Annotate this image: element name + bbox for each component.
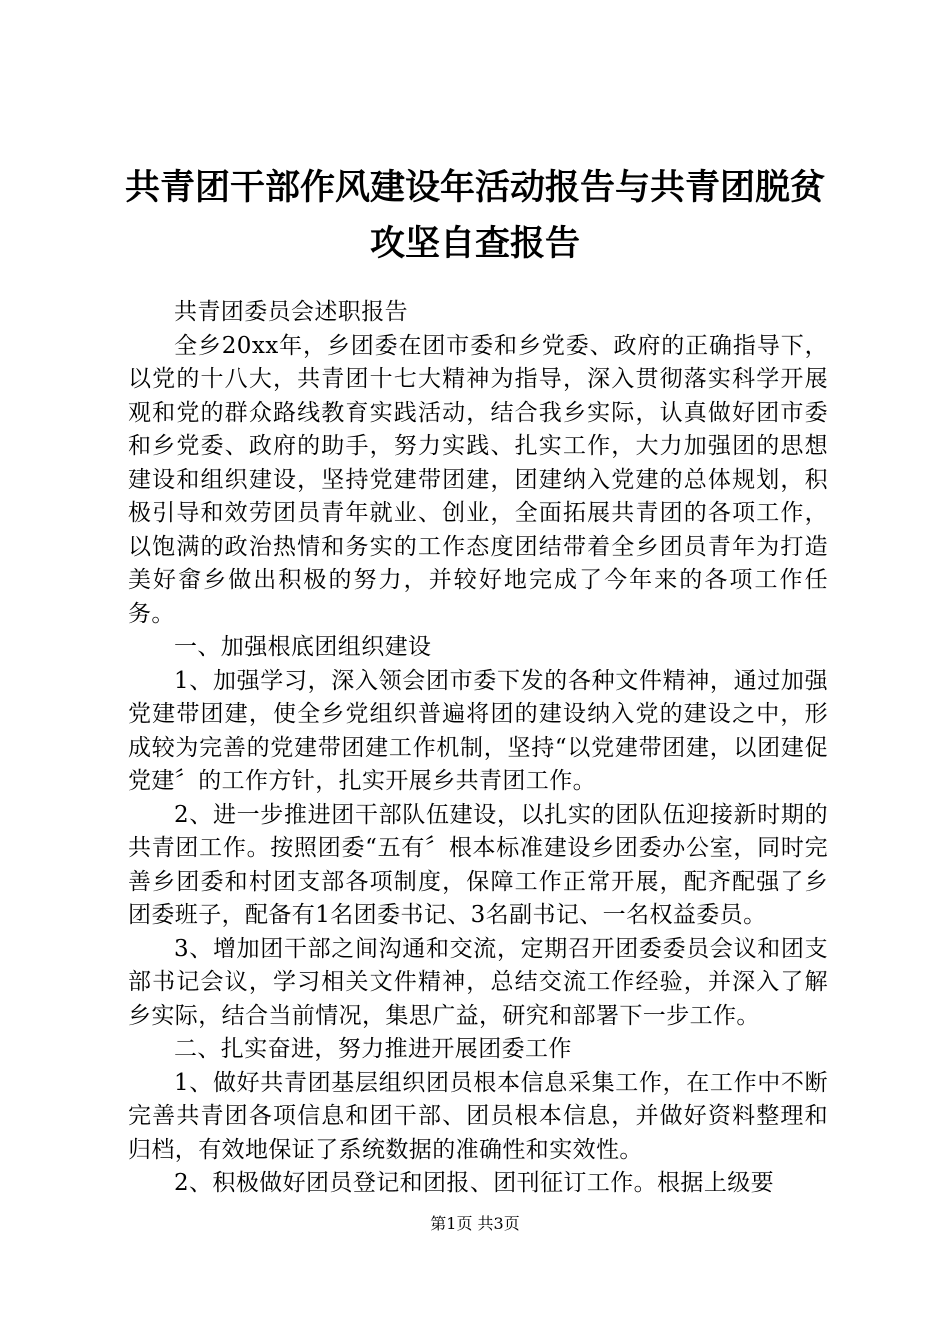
paragraph-2-1: 1、做好共青团基层组织团员根本信息采集工作，在工作中不断完善共青团各项信息和团干部、团员根本信息，并做好资料整理和归档，有效地保证了系统数据的准确性和实效性。 xyxy=(128,1069,828,1163)
paragraph-1-3: 3、增加团干部之间沟通和交流，定期召开团委委员会议和团支部书记会议，学习相关文件精神，总结交流工作经验，并深入了解乡实际，结合当前情况，集思广益，研究和部署下一步工作。 xyxy=(128,935,828,1029)
paragraph-1-1: 1、加强学习，深入领会团市委下发的各种文件精神，通过加强党建带团建，使全乡党组织普遍将团的建设纳入党的建设之中，形成较为完善的党建带团建工作机制，坚持“以党建带团建，以团建促党建〞的工作方针，扎实开展乡共青团工作。 xyxy=(128,667,828,794)
section-heading-2: 二、扎实奋进，努力推进开展团委工作 xyxy=(174,1036,572,1062)
document-body xyxy=(128,296,828,1201)
page-footer xyxy=(0,1214,950,1234)
paragraph-1-2: 2、进一步推进团干部队伍建设，以扎实的团队伍迎接新时期的共青团工作。按照团委“五有〞根本标准建设乡团委办公室，同时完善乡团委和村团支部各项制度，保障工作正常开展，配齐配强了乡团委班子，配备有1名团委书记、3名副书记、一名权益委员。 xyxy=(128,801,828,928)
paragraph-intro: 全乡20xx年，乡团委在团市委和乡党委、政府的正确指导下，以党的十八大，共青团十七大精神为指导，深入贯彻落实科学开展观和党的群众路线教育实践活动，结合我乡实际，认真做好团市委和乡党委、政府的助手，努力实践、扎实工作，大力加强团的思想建设和组织建设，坚持党建带团建，团建纳入党建的总体规划，积极引导和效劳团员青年就业、创业，全面拓展共青团的各项工作，以饱满的政治热情和务实的工作态度团结带着全乡团员青年为打造美好畲乡做出积极的努力，并较好地完成了今年来的各项工作任务。 xyxy=(128,332,828,627)
page-number: 第1页 共3页 xyxy=(430,1214,520,1233)
title-line-1: 共青团干部作风建设年活动报告与共青团脱贫 xyxy=(124,167,825,208)
paragraph-heading-report: 共青团委员会述职报告 xyxy=(174,299,408,325)
document-title xyxy=(100,160,850,272)
title-line-2: 攻坚自查报告 xyxy=(369,223,580,264)
paragraph-2-2: 2、积极做好团员登记和团报、团刊征订工作。根据上级要 xyxy=(174,1170,775,1196)
section-heading-1: 一、加强根底团组织建设 xyxy=(174,634,432,660)
